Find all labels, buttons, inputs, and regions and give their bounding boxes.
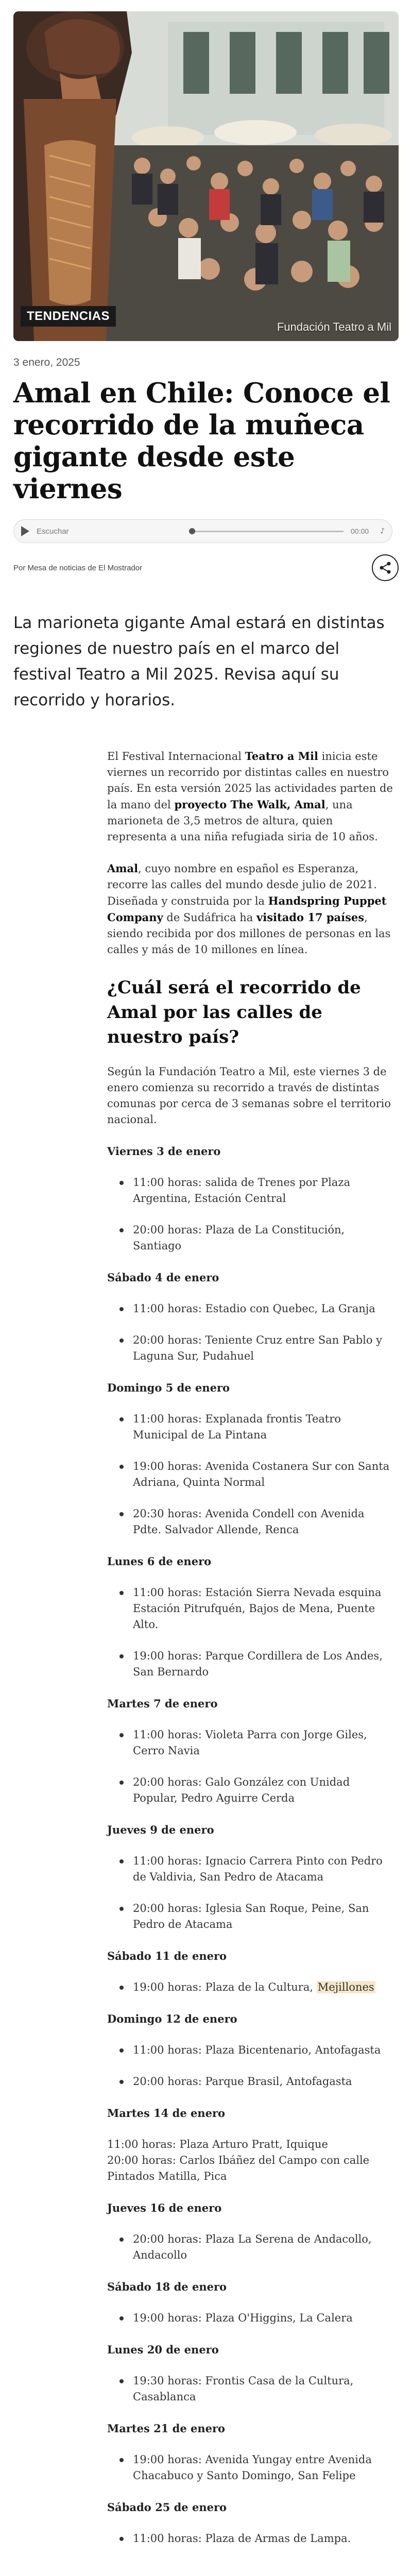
list-item: 20:00 horas: Teniente Cruz entre San Pablo y Laguna Sur, Pudahuel — [107, 1332, 394, 1364]
hero-photo-illustration — [13, 11, 399, 341]
list-item: 11:00 horas: Explanada frontis Teatro Municipal de La Pintana — [107, 1411, 394, 1443]
paragraph: Según la Fundación Teatro a Mil, este viernes 3 de enero comienza su recorrido a través de distintas comunas por cerca de 3 semanas sobre el territorio nacional. — [107, 1065, 391, 1126]
day-heading: Jueves 9 de enero — [107, 1823, 214, 1836]
list-item: 11:00 horas: Plaza de Armas de Lampa. — [107, 2531, 394, 2547]
play-icon[interactable] — [21, 526, 29, 536]
schedule-list — [107, 1301, 394, 1364]
schedule-list — [107, 1175, 394, 1254]
schedule-list — [107, 1411, 394, 1538]
list-item: 11:00 horas: Plaza Bicentenario, Antofagasta — [107, 2042, 394, 2058]
schedule-list — [107, 1585, 394, 1680]
day-heading: Domingo 12 de enero — [107, 2012, 237, 2025]
schedule-list — [107, 1853, 394, 1933]
article-lead: La marioneta gigante Amal estará en distintas regiones de nuestro país en el marco del festival Teatro a Mil 2025. Revisa aquí su recorrido y horarios. — [13, 614, 385, 709]
audio-label: Escuchar — [37, 527, 69, 536]
schedule-list — [107, 2310, 394, 2326]
list-item: 20:00 horas: Galo González con Unidad Popular, Pedro Aguirre Cerda — [107, 1774, 394, 1806]
volume-icon[interactable]: ♪ — [380, 527, 385, 535]
day-heading: Sábado 25 de enero — [107, 2501, 227, 2514]
article-body — [107, 748, 394, 2547]
list-item: 11:00 horas: Ignacio Carrera Pinto con Pedro de Valdivia, San Pedro de Atacama — [107, 1853, 394, 1885]
schedule-list — [107, 2373, 394, 2405]
day-heading: Sábado 18 de enero — [107, 2280, 227, 2293]
list-item: 19:00 horas: Plaza O'Higgins, La Calera — [107, 2310, 394, 2326]
list-item: 19:30 horas: Frontis Casa de la Cultura, Casablanca — [107, 2373, 394, 2405]
schedule-list — [107, 1979, 394, 1995]
day-heading: Lunes 20 de enero — [107, 2343, 219, 2356]
day-heading: Martes 14 de enero — [107, 2107, 226, 2120]
list-item: 19:00 horas: Parque Cordillera de Los Andes, San Bernardo — [107, 1648, 394, 1680]
list-item: 11:00 horas: Violeta Parra con Jorge Giles, Cerro Navia — [107, 1727, 394, 1759]
publish-date: 3 enero, 2025 — [13, 357, 80, 368]
day-heading: Jueves 16 de enero — [107, 2201, 222, 2214]
list-item: 11:00 horas: Estadio con Quebec, La Granja — [107, 1301, 394, 1317]
schedule-list — [107, 2042, 394, 2090]
audio-time: 00:00 — [351, 527, 369, 535]
paragraph: El Festival Internacional Teatro a Mil inicia este viernes un recorrido por distintas calles en nuestro país. En esta versión 2025 las actividades parten de la mano del proyecto The Walk, Amal, una marioneta de 3,5 metros de altura, quien representa a una niña refugiada siria de 10 años. — [107, 750, 393, 843]
highlighted-text: Mejillones — [317, 1981, 374, 1993]
day-heading: Viernes 3 de enero — [107, 1145, 221, 1158]
schedule-list — [107, 2531, 394, 2547]
article-title: Amal en Chile: Conoce el recorrido de la muñeca gigante desde este viernes — [13, 377, 390, 505]
byline-row — [13, 552, 399, 583]
schedule-lines: 11:00 horas: Plaza Arturo Pratt, Iquique 20:00 horas: Carlos Ibáñez del Campo con calle Pintados Matilla, Pica — [107, 2138, 370, 2182]
section-heading: ¿Cuál será el recorrido de Amal por las calles de nuestro país? — [107, 977, 361, 1047]
list-item: 19:00 horas: Plaza de la Cultura, Mejillones — [107, 1979, 394, 1995]
share-icon — [379, 561, 392, 574]
schedule-list — [107, 2231, 394, 2263]
list-item: 19:00 horas: Avenida Yungay entre Avenida Chacabuco y Santo Domingo, San Felipe — [107, 2452, 394, 2484]
audio-player — [13, 519, 392, 543]
photo-credit: Fundación Teatro a Mil — [277, 320, 391, 333]
list-item: 20:00 horas: Plaza de La Constitución, Santiago — [107, 1222, 394, 1254]
day-heading: Martes 21 de enero — [107, 2422, 226, 2435]
list-item: 11:00 horas: Estación Sierra Nevada esquina Estación Pitrufquén, Bajos de Mena, Puente Alto. — [107, 1585, 394, 1633]
day-heading: Domingo 5 de enero — [107, 1381, 230, 1394]
list-item: 19:00 horas: Avenida Costanera Sur con Santa Adriana, Quinta Normal — [107, 1459, 394, 1490]
audio-progress-knob[interactable] — [189, 528, 195, 534]
paragraph: Amal, cuyo nombre en español es Esperanza, recorre las calles del mundo desde julio de 2021. Diseñada y construida por la Handspring Puppet Company de Sudáfrica ha visitado 17 países, siendo recibida por dos millones de personas en las calles y más de 10 millones en línea. — [107, 862, 391, 956]
day-heading: Martes 7 de enero — [107, 1697, 218, 1710]
list-item: 20:00 horas: Plaza La Serena de Andacollo, Andacollo — [107, 2231, 394, 2263]
day-heading: Sábado 11 de enero — [107, 1950, 227, 1962]
hero-image — [13, 11, 399, 341]
list-item: 20:00 horas: Iglesia San Roque, Peine, San Pedro de Atacama — [107, 1901, 394, 1933]
day-heading: Sábado 4 de enero — [107, 1271, 219, 1284]
article-page — [0, 11, 412, 2547]
byline: Por Mesa de noticias de El Mostrador — [13, 563, 143, 572]
category-badge[interactable]: TENDENCIAS — [21, 306, 116, 327]
list-item: 20:00 horas: Parque Brasil, Antofagasta — [107, 2074, 394, 2090]
share-button[interactable] — [372, 554, 399, 581]
list-item: 20:30 horas: Avenida Condell con Avenida Pdte. Salvador Allende, Renca — [107, 1506, 394, 1538]
audio-progress-track[interactable] — [191, 531, 344, 532]
schedule-list — [107, 1727, 394, 1806]
schedule-list — [107, 2452, 394, 2484]
day-heading: Lunes 6 de enero — [107, 1555, 212, 1568]
list-item: 11:00 horas: salida de Trenes por Plaza Argentina, Estación Central — [107, 1175, 394, 1207]
